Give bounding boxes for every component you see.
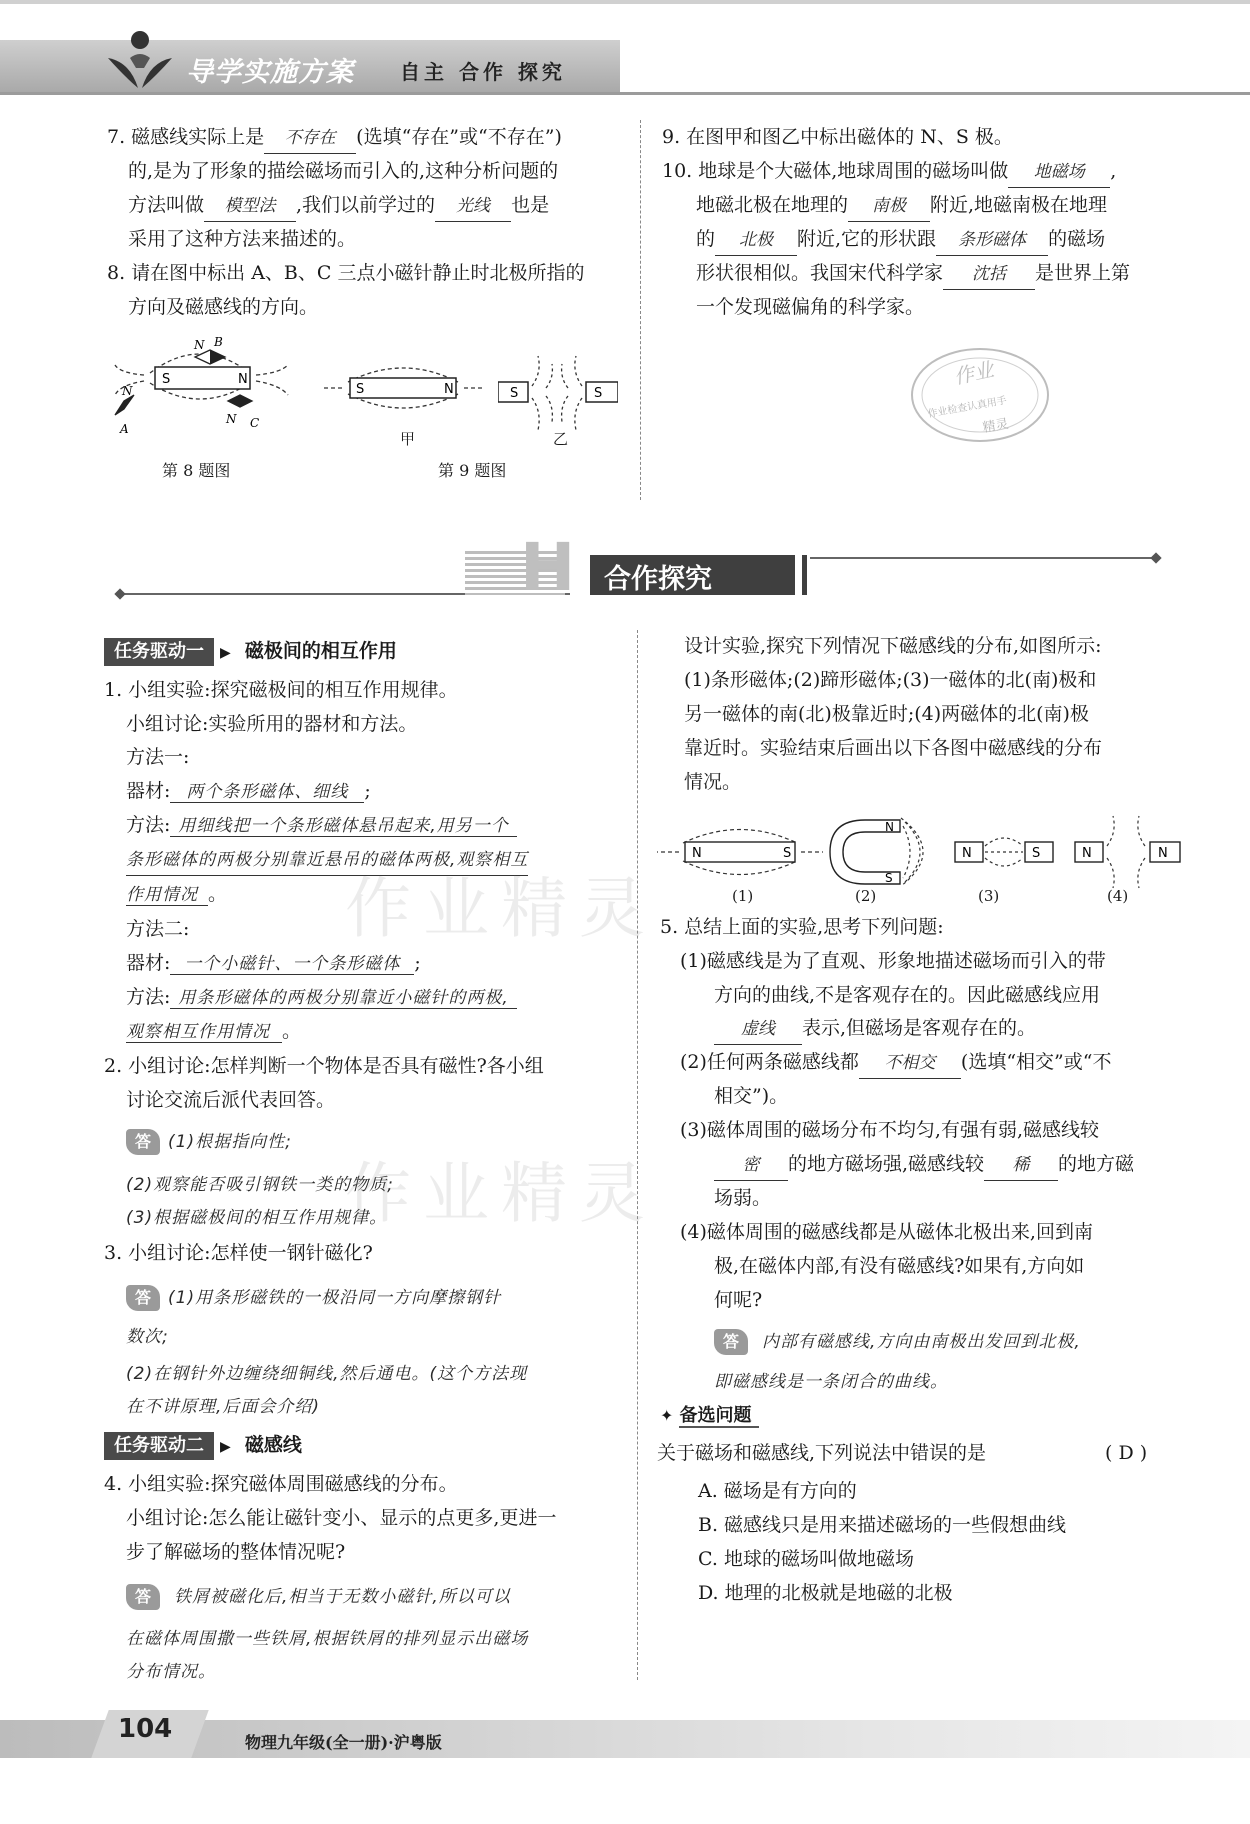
q5-4-line3: 何呢? xyxy=(714,1289,763,1311)
top-column-divider xyxy=(640,120,641,500)
page-header xyxy=(0,0,1250,100)
section-title-bar xyxy=(802,555,807,595)
answer-badge: 答 xyxy=(126,1584,160,1610)
q5-3-line1: (3)磁体周围的磁场分布不均匀,有强有弱,磁感线较 xyxy=(680,1119,1099,1141)
figure-8 xyxy=(110,335,300,440)
q5-3-answer-1: 密 xyxy=(714,1150,788,1181)
q7-answer-2: 模型法 xyxy=(204,191,296,222)
stamp-text-2: 作业检查认真用手 xyxy=(926,395,1008,421)
fig3-s: S xyxy=(1032,846,1041,861)
fig-label-4: (4) xyxy=(1107,887,1129,905)
q7-answer-3: 光线 xyxy=(435,191,511,222)
section-header xyxy=(120,529,1160,606)
header-bottom-rule xyxy=(0,92,1250,95)
q10-answer-2: 南极 xyxy=(848,191,930,222)
q2-answer-2: (2)观察能否吸引钢铁一类的物质; xyxy=(126,1175,394,1195)
method2-equipment: 器材: 一个小磁针、一个条形磁体 ; xyxy=(126,952,421,974)
fig9-caption: 第 9 题图 xyxy=(438,461,507,480)
method2-method-1: 方法: 用条形磁体的两极分别靠近小磁针的两极, xyxy=(126,982,517,1013)
q2-line2: 讨论交流后派代表回答。 xyxy=(126,1089,336,1111)
homework-stamp-icon xyxy=(905,340,1055,450)
watermark-2: 作业精灵 xyxy=(345,1155,657,1232)
q4-answer-2: 在磁体周围撒一些铁屑,根据铁屑的排列显示出磁场 xyxy=(126,1629,529,1649)
q3-answer-2: 数次; xyxy=(126,1327,169,1347)
task1-header xyxy=(104,636,397,668)
q7-line3: 方法叫做 模型法 ,我们以前学过的 光线 也是 xyxy=(128,190,549,222)
q2-line1: 2. 小组讨论:怎样判断一个物体是否具有磁性?各小组 xyxy=(104,1055,544,1077)
fig-label-1: (1) xyxy=(732,887,754,905)
q2-answer-1: 答 (1)根据指向性; xyxy=(126,1126,292,1157)
fig8-label-n-a: N xyxy=(122,384,133,398)
task1-arrow-icon: ▶ xyxy=(220,645,231,661)
q5-3-line3: 场弱。 xyxy=(714,1187,772,1209)
task1-tag: 任务驱动一 xyxy=(104,638,214,666)
task2-arrow-icon: ▶ xyxy=(220,1439,231,1455)
q3-answer-3: (2)在钢针外边缠绕细铜线,然后通电。(这个方法现 xyxy=(126,1364,528,1384)
q1-line2: 小组讨论:实验所用的器材和方法。 xyxy=(126,713,418,735)
q3-line1: 3. 小组讨论:怎样使一钢针磁化? xyxy=(104,1242,373,1264)
q10-line3: 的 北极 附近,它的形状跟 条形磁体 的磁场 xyxy=(696,224,1105,256)
q4-answer-3: 分布情况。 xyxy=(126,1662,216,1682)
q10-answer-4: 条形磁体 xyxy=(936,225,1048,256)
book-title: 物理九年级(全一册)·沪粤版 xyxy=(245,1733,442,1752)
fig9-jia-s: S xyxy=(356,382,365,397)
header-title: 导学实施方案 xyxy=(186,57,354,88)
answer-badge: 答 xyxy=(126,1129,160,1155)
task2-title: 磁感线 xyxy=(244,1434,302,1456)
q5-1-line3: 虚线 表示,但磁场是客观存在的。 xyxy=(714,1013,1036,1045)
method2-method-2: 观察相互作用情况 。 xyxy=(126,1020,302,1042)
q5-4-line2: 极,在磁体内部,有没有磁感线?如果有,方向如 xyxy=(714,1255,1085,1277)
q2-answer-3: (3)根据磁极间的相互作用规律。 xyxy=(126,1208,388,1228)
method2-label: 方法二: xyxy=(126,918,190,940)
task1-title: 磁极间的相互作用 xyxy=(244,640,397,662)
q4-line2: 小组讨论:怎么能让磁针变小、显示的点更多,更进一 xyxy=(126,1507,557,1529)
q5-3-answer-2: 稀 xyxy=(984,1150,1058,1181)
method1-method-3: 作用情况 。 xyxy=(126,883,228,905)
section-title: 合作探究 xyxy=(604,564,712,595)
experiment-p1: 设计实验,探究下列情况下磁感线的分布,如图所示: xyxy=(684,635,1102,657)
fig9-yi-label: 乙 xyxy=(553,430,569,448)
q8-line2: 方向及磁感线的方向。 xyxy=(128,296,319,318)
q4-line1: 4. 小组实验:探究磁体周围磁感线的分布。 xyxy=(104,1473,458,1495)
fig8-label-c: C xyxy=(250,416,260,430)
fig8-label-n-c: N xyxy=(226,412,237,426)
fig2-s: S xyxy=(885,871,893,885)
fig8-label-b: B xyxy=(214,335,223,349)
experiment-p5: 情况。 xyxy=(684,771,742,793)
fig9-jia-magnet xyxy=(350,378,456,398)
fig8-needle-c xyxy=(228,395,252,407)
fig-horseshoe-magnet xyxy=(830,818,923,886)
experiment-p3: 另一磁体的南(北)极靠近时;(4)两磁体的北(南)极 xyxy=(684,703,1089,725)
fig8-s-label: S xyxy=(162,372,171,387)
q5-4-answer-1: 答 内部有磁感线,方向由南极出发回到北极, xyxy=(714,1326,1081,1357)
fig-label-3: (3) xyxy=(978,887,1000,905)
fig9-jia-n: N xyxy=(444,382,454,397)
q5-1-line1: (1)磁感线是为了直观、形象地描述磁场而引入的带 xyxy=(680,950,1106,972)
q10-answer-3: 北极 xyxy=(715,225,797,256)
q7-answer-1: 不存在 xyxy=(264,123,356,154)
q7-line4: 采用了这种方法来描述的。 xyxy=(128,228,357,250)
header-top-rule xyxy=(0,0,1250,4)
field-lines-figure xyxy=(655,808,1185,898)
section-dot-left xyxy=(114,588,125,599)
q4-line3: 步了解磁场的整体情况呢? xyxy=(126,1541,346,1563)
page-number: 104 xyxy=(118,1714,173,1744)
option-b: B. 磁感线只是用来描述磁场的一些假想曲线 xyxy=(698,1514,1067,1536)
fig8-label-n-top: N xyxy=(194,338,205,352)
task2-tag: 任务驱动二 xyxy=(104,1432,214,1460)
q7-line1: 7. 磁感线实际上是 不存在 (选填“存在”或“不存在”) xyxy=(107,122,562,154)
q8-line1: 8. 请在图中标出 A、B、C 三点小磁针静止时北极所指的 xyxy=(107,262,585,284)
section-letter: H xyxy=(520,529,576,606)
q5-2-line2: 相交”)。 xyxy=(714,1085,789,1107)
figure-9-jia xyxy=(318,360,488,430)
method1-label: 方法一: xyxy=(126,746,190,768)
q10-answer-1: 地磁场 xyxy=(1008,157,1110,188)
q9: 9. 在图甲和图乙中标出磁体的 N、S 极。 xyxy=(662,126,1013,148)
fig9-yi-s2: S xyxy=(594,386,603,401)
experiment-p4: 靠近时。实验结束后画出以下各图中磁感线的分布 xyxy=(684,737,1103,759)
q10-line5: 一个发现磁偏角的科学家。 xyxy=(696,296,925,318)
q10-line2: 地磁北极在地理的 南极 附近,地磁南极在地理 xyxy=(696,190,1107,222)
q7-line2: 的,是为了形象的描绘磁场而引入的,这种分析问题的 xyxy=(128,160,559,182)
fig-repel-magnets xyxy=(1075,816,1180,888)
fig2-n: N xyxy=(885,820,894,834)
q5-4-line1: (4)磁体周围的磁感线都是从磁体北极出来,回到南 xyxy=(680,1221,1093,1243)
section-rule-right xyxy=(810,557,1160,559)
q3-answer-1: 答 (1)用条形磁铁的一极沿同一方向摩擦钢针 xyxy=(126,1282,501,1313)
method1-equipment: 器材: 两个条形磁体、细线 ; xyxy=(126,780,371,802)
fig8-needle-a xyxy=(115,395,134,415)
task2-header xyxy=(104,1430,302,1462)
fig1-n: N xyxy=(692,846,702,861)
q3-answer-4: 在不讲原理,后面会介绍) xyxy=(126,1397,321,1417)
header-subtitle: 自主 合作 探究 xyxy=(400,60,566,84)
logo-icon xyxy=(100,28,180,92)
stamp-text-3: 精灵 xyxy=(981,416,1010,436)
q10-line4: 形状很相似。我国宋代科学家 沈括 是世界上第 xyxy=(696,258,1130,290)
fig4-n1: N xyxy=(1082,846,1092,861)
page-footer xyxy=(0,1700,1250,1824)
option-c: C. 地球的磁场叫做地磁场 xyxy=(698,1548,914,1570)
experiment-p2: (1)条形磁体;(2)蹄形磁体;(3)一磁体的北(南)极和 xyxy=(684,669,1097,691)
q10-answer-5: 沈括 xyxy=(943,259,1035,290)
fig8-n-label: N xyxy=(238,372,248,387)
fig9-jia-label: 甲 xyxy=(400,430,416,448)
fig8-caption: 第 8 题图 xyxy=(162,461,231,480)
q10-line1: 10. 地球是个大磁体,地球周围的磁场叫做 地磁场 , xyxy=(662,156,1116,188)
alt-questions-header xyxy=(660,1400,759,1431)
fig9-yi-s1: S xyxy=(510,386,519,401)
alt-question: 关于磁场和磁感线,下列说法中错误的是 xyxy=(657,1442,987,1464)
method1-method-1: 方法: 用细线把一个条形磁体悬吊起来,用另一个 xyxy=(126,810,517,841)
section-dot-right xyxy=(1150,552,1161,563)
q1-line1: 1. 小组实验:探究磁极间的相互作用规律。 xyxy=(104,679,458,701)
q5-2-line1: (2)任何两条磁感线都 不相交 (选填“相交”或“不 xyxy=(680,1047,1111,1079)
q5-4-answer-2: 即磁感线是一条闭合的曲线。 xyxy=(714,1372,948,1392)
q4-answer-1: 答 铁屑被磁化后,相当于无数小磁针,所以可以 xyxy=(126,1581,511,1612)
answer-badge: 答 xyxy=(126,1285,160,1311)
option-a: A. 磁场是有方向的 xyxy=(698,1480,857,1502)
q5-3-line2: 密 的地方磁场强,磁感线较 稀 的地方磁 xyxy=(714,1149,1134,1181)
method1-method-2: 条形磁体的两极分别靠近悬吊的磁体两极,观察相互 xyxy=(126,845,528,876)
fig4-n2: N xyxy=(1158,846,1168,861)
diamond-icon: ✦ xyxy=(660,1406,674,1425)
alt-questions-title: 备选问题 xyxy=(679,1405,759,1428)
fig3-n: N xyxy=(962,846,972,861)
q5-1-answer: 虚线 xyxy=(714,1014,802,1045)
fig-label-2: (2) xyxy=(855,887,877,905)
stamp-text-1: 作业 xyxy=(951,357,996,389)
q5-1-line2: 方向的曲线,不是客观存在的。因此磁感线应用 xyxy=(714,984,1101,1006)
fig-attract-magnets xyxy=(955,838,1053,866)
option-d: D. 地理的北极就是地磁的北极 xyxy=(698,1582,953,1604)
answer-badge: 答 xyxy=(714,1329,748,1355)
fig-bar-magnet xyxy=(657,830,823,875)
alt-question-answer: ( D ) xyxy=(1105,1442,1148,1464)
q5-line: 5. 总结上面的实验,思考下列问题: xyxy=(660,916,944,938)
figure-9-yi xyxy=(498,352,618,437)
fig1-s: S xyxy=(783,846,792,861)
q5-2-answer: 不相交 xyxy=(859,1048,961,1079)
watermark-1: 作业精灵 xyxy=(345,870,657,947)
fig8-label-a: A xyxy=(120,422,129,436)
